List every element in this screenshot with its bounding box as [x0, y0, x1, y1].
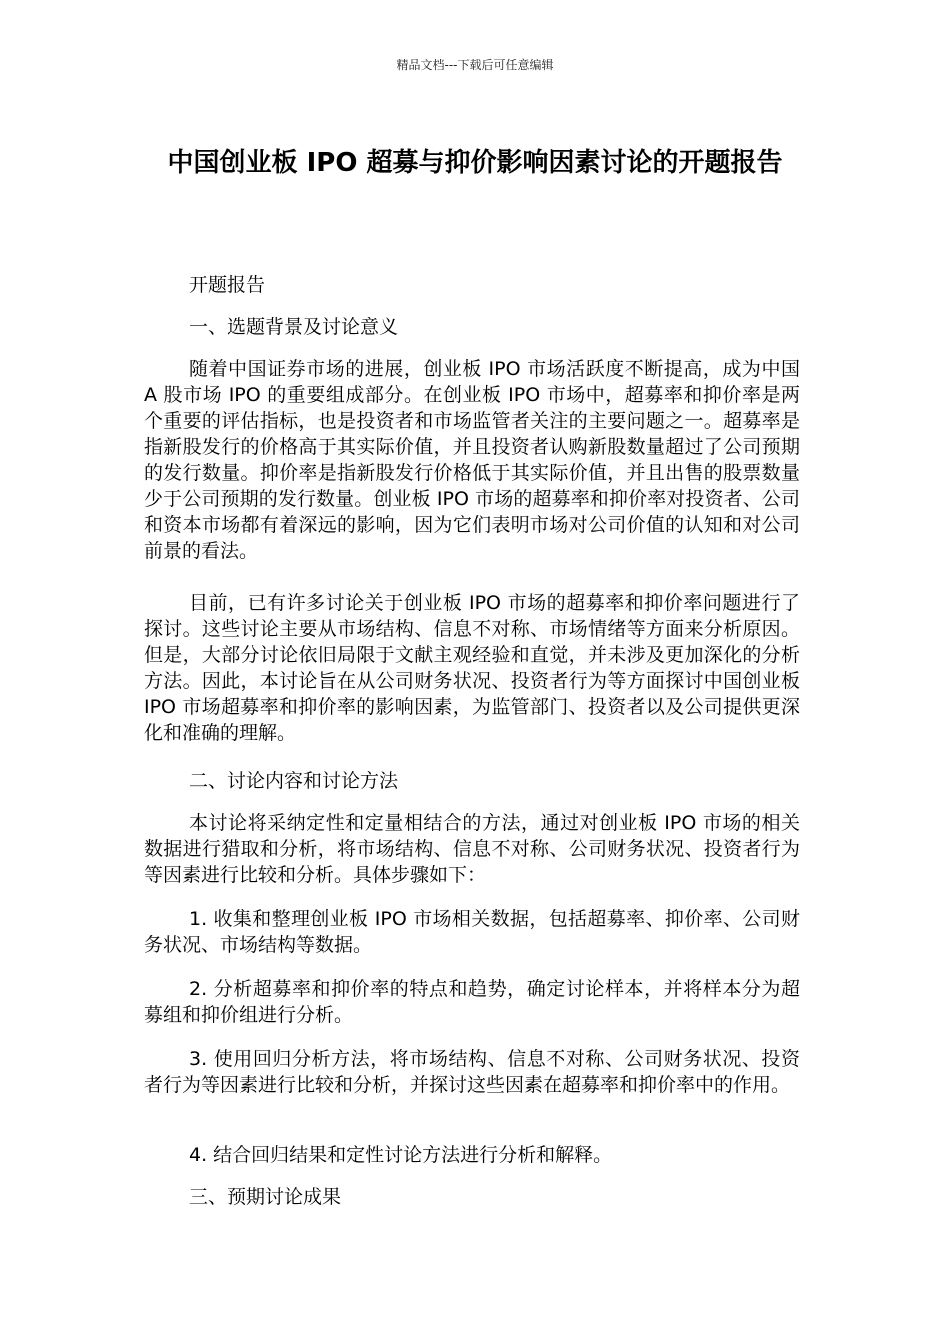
paragraph-current-research: 目前，已有许多讨论关于创业板 IPO 市场的超募率和抑价率问题进行了探讨。这些讨论主要从市场结构、信息不对称、市场情绪等方面来分析原因。但是，大部分讨论依旧局限于文献主观经验和直觉，并未涉及更加深化的分析方法。因此，本讨论旨在从公司财务状况、投资者行为等方面探讨中国创业板 IPO 市场超募率和抑价率的影响因素，为监管部门、投资者以及公司提供更深化和准确的理解。	[144, 592, 800, 744]
section-heading-expected-results: 三、预期讨论成果	[189, 1186, 342, 1208]
section-heading-methods: 二、讨论内容和讨论方法	[189, 770, 399, 792]
section-heading-background: 一、选题背景及讨论意义	[189, 316, 399, 338]
paragraph-methods-intro: 本讨论将采纳定性和定量相结合的方法，通过对创业板 IPO 市场的相关数据进行猎取和分析，将市场结构、信息不对称、公司财务状况、投资者行为等因素进行比较和分析。具体步骤如下：	[144, 812, 800, 886]
page-header: 精品文档---下载后可任意编辑	[396, 58, 554, 72]
list-item-step-3: 3. 使用回归分析方法，将市场结构、信息不对称、公司财务状况、投资者行为等因素进行比较和分析，并探讨这些因素在超募率和抑价率中的作用。	[144, 1048, 800, 1096]
list-item-step-1: 1. 收集和整理创业板 IPO 市场相关数据，包括超募率、抑价率、公司财务状况、市场结构等数据。	[144, 908, 800, 956]
document-title: 中国创业板 IPO 超募与抑价影响因素讨论的开题报告	[167, 148, 783, 178]
paragraph-background: 随着中国证券市场的进展，创业板 IPO 市场活跃度不断提高，成为中国 A 股市场 IPO 的重要组成部分。在创业板 IPO 市场中，超募率和抑价率是两个重要的评估指标，也是投资者和市场监管者关注的主要问题之一。超募率是指新股发行的价格高于其实际价值，并且投资者认购新股数量超过了公司预期的发行数量。抑价率是指新股发行价格低于其实际价值，并且出售的股票数量少于公司预期的发行数量。创业板 IPO 市场的超募率和抑价率对投资者、公司和资本市场都有着深远的影响，因为它们表明市场对公司价值的认知和对公司前景的看法。	[144, 358, 800, 562]
list-item-step-4: 4. 结合回归结果和定性讨论方法进行分析和解释。	[189, 1144, 613, 1166]
list-item-step-2: 2. 分析超募率和抑价率的特点和趋势，确定讨论样本，并将样本分为超募组和抑价组进行分析。	[144, 978, 800, 1026]
section-heading-report: 开题报告	[189, 274, 266, 296]
